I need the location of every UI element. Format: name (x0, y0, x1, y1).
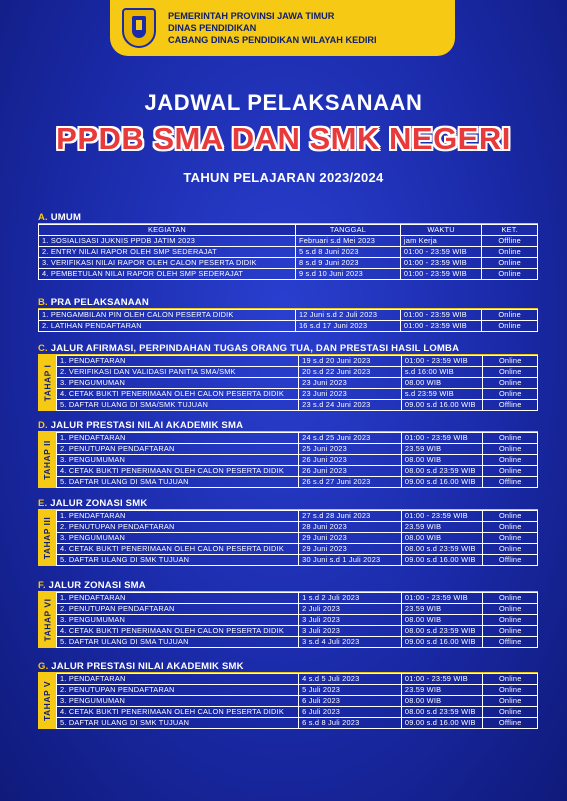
section-name: JALUR PRESTASI NILAI AKADEMIK SMA (50, 420, 244, 431)
table-row (57, 433, 538, 444)
section-a (38, 212, 538, 280)
schedule-table (38, 224, 538, 280)
activity-cell: 4. CETAK BUKTI PENERIMAAN OLEH CALON PESERTA DIDIK (57, 466, 299, 477)
jawa-timur-emblem-icon (122, 8, 156, 48)
activity-cell: 1. SOSIALISASI JUKNIS PPDB JATIM 2023 (39, 236, 296, 247)
table-row (57, 466, 538, 477)
table-row (39, 310, 538, 321)
mode-cell: Online (483, 378, 538, 389)
agency-banner (110, 0, 455, 56)
table-row (57, 378, 538, 389)
stage-block (38, 673, 538, 729)
time-cell: 01:00 - 23:59 WIB (400, 269, 481, 280)
date-cell: 6 Juli 2023 (299, 696, 402, 707)
time-cell: 23.59 WIB (401, 604, 483, 615)
table-row (57, 367, 538, 378)
activity-cell: 3. PENGUMUMAN (57, 533, 299, 544)
mode-cell: Online (482, 310, 538, 321)
section-name: PRA PELAKSANAAN (50, 297, 149, 308)
table-row (57, 718, 538, 729)
date-cell: 28 Juni 2023 (299, 522, 402, 533)
time-cell: jam Kerja (400, 236, 481, 247)
title-line-1: JADWAL PELAKSANAAN (144, 90, 423, 115)
activity-cell: 2. PENUTUPAN PENDAFTARAN (57, 685, 299, 696)
schedule-table (56, 355, 538, 411)
table-row (57, 477, 538, 488)
activity-cell: 1. PENDAFTARAN (57, 593, 299, 604)
stage-tag (38, 673, 56, 729)
section-f (38, 580, 538, 648)
section-title (38, 420, 538, 432)
activity-cell: 2. LATIHAN PENDAFTARAN (39, 321, 296, 332)
date-cell: 5 Juli 2023 (299, 685, 402, 696)
stage-label: TAHAP V (42, 680, 52, 722)
table-row (57, 637, 538, 648)
section-letter: B. (38, 297, 48, 308)
table-row (39, 258, 538, 269)
stage-label: TAHAP VI (42, 598, 53, 642)
date-cell: 23 Juni 2023 (299, 378, 402, 389)
table-row (57, 696, 538, 707)
table-row (57, 544, 538, 555)
activity-cell: 2. PENUTUPAN PENDAFTARAN (57, 444, 299, 455)
date-cell: 5 s.d 8 Juni 2023 (295, 247, 400, 258)
section-c (38, 343, 538, 411)
mode-cell: Online (483, 356, 538, 367)
mode-cell: Offline (483, 555, 538, 566)
section-title (38, 343, 538, 355)
date-cell: 27 s.d 28 Juni 2023 (299, 511, 402, 522)
section-letter: F. (38, 580, 46, 591)
table-row (57, 685, 538, 696)
table-row (57, 511, 538, 522)
time-cell: 09.00 s.d 16.00 WIB (401, 477, 483, 488)
section-title (38, 212, 538, 224)
title-line-3: TAHUN PELAJARAN 2023/2024 (183, 170, 384, 185)
mode-cell: Online (483, 522, 538, 533)
time-cell: 23.59 WIB (401, 685, 483, 696)
time-cell: 08.00 WIB (401, 378, 483, 389)
activity-cell: 3. VERIFIKASI NILAI RAPOR OLEH CALON PESERTA DIDIK (39, 258, 296, 269)
mode-cell: Online (483, 626, 538, 637)
activity-cell: 2. PENUTUPAN PENDAFTARAN (57, 522, 299, 533)
column-header: KEGIATAN (39, 225, 296, 236)
table-row (39, 247, 538, 258)
activity-cell: 5. DAFTAR ULANG DI SMK TUJUAN (57, 555, 299, 566)
time-cell: 01:00 - 23:59 WIB (400, 310, 481, 321)
time-cell: 08.00 s.d 23:59 WIB (401, 626, 483, 637)
stage-block (38, 432, 538, 488)
date-cell: 26 s.d 27 Juni 2023 (299, 477, 402, 488)
time-cell: 01:00 - 23:59 WIB (401, 356, 483, 367)
mode-cell: Online (483, 674, 538, 685)
table-row (57, 522, 538, 533)
mode-cell: Offline (483, 477, 538, 488)
activity-cell: 5. DAFTAR ULANG DI SMK TUJUAN (57, 718, 299, 729)
agency-line-2: DINAS PENDIDIKAN (168, 23, 257, 33)
time-cell: s.d 23:59 WIB (401, 389, 483, 400)
activity-cell: 2. VERIFIKASI DAN VALIDASI PANITIA SMA/SMK (57, 367, 299, 378)
time-cell: 08.00 s.d 23:59 WIB (401, 466, 483, 477)
section-letter: G. (38, 661, 49, 672)
section-title (38, 661, 538, 673)
activity-cell: 5. DAFTAR ULANG DI SMA/SMK TUJUAN (57, 400, 299, 411)
activity-cell: 1. PENGAMBILAN PIN OLEH CALON PESERTA DIDIK (39, 310, 296, 321)
stage-tag (38, 355, 56, 411)
section-name: JALUR PRESTASI NILAI AKADEMIK SMK (51, 661, 244, 672)
time-cell: 08.00 WIB (401, 533, 483, 544)
date-cell: 3 s.d 4 Juli 2023 (299, 637, 402, 648)
agency-line-1: PEMERINTAH PROVINSI JAWA TIMUR (168, 11, 335, 21)
mode-cell: Offline (483, 718, 538, 729)
activity-cell: 3. PENGUMUMAN (57, 455, 299, 466)
table-row (57, 356, 538, 367)
date-cell: Februari s.d Mei 2023 (295, 236, 400, 247)
time-cell: 01:00 - 23:59 WIB (401, 511, 483, 522)
mode-cell: Online (482, 258, 538, 269)
time-cell: 09.00 s.d 16.00 WIB (401, 400, 483, 411)
date-cell: 4 s.d 5 Juli 2023 (299, 674, 402, 685)
schedule-table (56, 592, 538, 648)
date-cell: 3 Juli 2023 (299, 626, 402, 637)
section-title (38, 580, 538, 592)
mode-cell: Online (483, 444, 538, 455)
date-cell: 29 Juni 2023 (299, 544, 402, 555)
activity-cell: 4. CETAK BUKTI PENERIMAAN OLEH CALON PESERTA DIDIK (57, 544, 299, 555)
column-header: WAKTU (400, 225, 481, 236)
activity-cell: 1. PENDAFTARAN (57, 674, 299, 685)
stage-label: TAHAP III (42, 516, 53, 560)
schedule-table (56, 510, 538, 566)
date-cell: 3 Juli 2023 (299, 615, 402, 626)
mode-cell: Online (483, 593, 538, 604)
section-b (38, 297, 538, 332)
time-cell: 23.59 WIB (401, 444, 483, 455)
time-cell: 08.00 WIB (401, 696, 483, 707)
date-cell: 1 s.d 2 Juli 2023 (299, 593, 402, 604)
activity-cell: 2. ENTRY NILAI RAPOR OLEH SMP SEDERAJAT (39, 247, 296, 258)
stage-block (38, 355, 538, 411)
section-name: JALUR ZONASI SMA (48, 580, 146, 591)
stage-block (38, 592, 538, 648)
section-letter: E. (38, 498, 48, 509)
activity-cell: 3. PENGUMUMAN (57, 696, 299, 707)
title-line-2: PPDB SMA DAN SMK NEGERI (56, 121, 511, 156)
table-row (57, 389, 538, 400)
activity-cell: 3. PENGUMUMAN (57, 378, 299, 389)
section-title (38, 297, 538, 309)
mode-cell: Online (482, 321, 538, 332)
activity-cell: 1. PENDAFTARAN (57, 356, 299, 367)
schedule-table (56, 432, 538, 488)
date-cell: 23 s.d 24 Juni 2023 (299, 400, 402, 411)
section-d (38, 420, 538, 488)
mode-cell: Offline (483, 400, 538, 411)
agency-line-3: CABANG DINAS PENDIDIKAN WILAYAH KEDIRI (168, 35, 377, 45)
time-cell: 08.00 WIB (401, 455, 483, 466)
time-cell: 23.59 WIB (401, 522, 483, 533)
table-row (57, 455, 538, 466)
table-row (57, 593, 538, 604)
date-cell: 12 Juni s.d 2 Juli 2023 (295, 310, 400, 321)
time-cell: 01:00 - 23:59 WIB (400, 258, 481, 269)
table-row (39, 269, 538, 280)
mode-cell: Online (483, 707, 538, 718)
date-cell: 6 s.d 8 Juli 2023 (299, 718, 402, 729)
stage-label: TAHAP I (42, 364, 52, 402)
date-cell: 30 Juni s.d 1 Juli 2023 (299, 555, 402, 566)
activity-cell: 4. PEMBETULAN NILAI RAPOR OLEH SMP SEDERAJAT (39, 269, 296, 280)
column-header: KET. (482, 225, 538, 236)
section-name: JALUR AFIRMASI, PERPINDAHAN TUGAS ORANG TUA, DAN PRESTASI HASIL LOMBA (50, 343, 460, 354)
time-cell: 01:00 - 23:59 WIB (401, 433, 483, 444)
mode-cell: Online (483, 466, 538, 477)
table-row (39, 236, 538, 247)
time-cell: 08.00 s.d 23:59 WIB (401, 707, 483, 718)
time-cell: 09.00 s.d 16.00 WIB (401, 718, 483, 729)
activity-cell: 4. CETAK BUKTI PENERIMAAN OLEH CALON PESERTA DIDIK (57, 626, 299, 637)
table-row (57, 674, 538, 685)
date-cell: 9 s.d 10 Juni 2023 (295, 269, 400, 280)
mode-cell: Online (483, 455, 538, 466)
mode-cell: Online (483, 367, 538, 378)
table-row (39, 321, 538, 332)
date-cell: 29 Juni 2023 (299, 533, 402, 544)
section-g (38, 661, 538, 729)
date-cell: 24 s.d 25 Juni 2023 (299, 433, 402, 444)
mode-cell: Online (483, 511, 538, 522)
table-row (57, 707, 538, 718)
table-header-row (39, 225, 538, 236)
activity-cell: 2. PENUTUPAN PENDAFTARAN (57, 604, 299, 615)
activity-cell: 5. DAFTAR ULANG DI SMA TUJUAN (57, 477, 299, 488)
stage-block (38, 510, 538, 566)
date-cell: 26 Juni 2023 (299, 466, 402, 477)
section-letter: A. (38, 212, 48, 223)
mode-cell: Online (482, 247, 538, 258)
date-cell: 6 Juli 2023 (299, 707, 402, 718)
stage-label: TAHAP II (42, 440, 53, 480)
table-row (57, 615, 538, 626)
mode-cell: Online (483, 604, 538, 615)
date-cell: 26 Juni 2023 (299, 455, 402, 466)
activity-cell: 1. PENDAFTARAN (57, 433, 299, 444)
table-row (57, 533, 538, 544)
time-cell: 08.00 WIB (401, 615, 483, 626)
mode-cell: Online (483, 389, 538, 400)
schedule-table (56, 673, 538, 729)
date-cell: 19 s.d 20 Juni 2023 (299, 356, 402, 367)
section-name: UMUM (50, 212, 82, 223)
time-cell: 09.00 s.d 16.00 WIB (401, 555, 483, 566)
activity-cell: 4. CETAK BUKTI PENERIMAAN OLEH CALON PESERTA DIDIK (57, 389, 299, 400)
agency-block (168, 10, 377, 46)
stage-tag (38, 592, 56, 648)
date-cell: 25 Juni 2023 (299, 444, 402, 455)
section-title (38, 498, 538, 510)
time-cell: 09.00 s.d 16.00 WIB (401, 637, 483, 648)
mode-cell: Online (483, 433, 538, 444)
date-cell: 2 Juli 2023 (299, 604, 402, 615)
section-e (38, 498, 538, 566)
table-row (57, 400, 538, 411)
section-letter: C. (38, 343, 48, 354)
mode-cell: Online (483, 685, 538, 696)
stage-tag (38, 510, 56, 566)
date-cell: 20 s.d 22 Juni 2023 (299, 367, 402, 378)
time-cell: 01:00 - 23:59 WIB (401, 674, 483, 685)
activity-cell: 3. PENGUMUMAN (57, 615, 299, 626)
time-cell: 01:00 - 23:59 WIB (400, 321, 481, 332)
table-row (57, 555, 538, 566)
mode-cell: Offline (483, 637, 538, 648)
mode-cell: Online (482, 269, 538, 280)
activity-cell: 5. DAFTAR ULANG DI SMA TUJUAN (57, 637, 299, 648)
date-cell: 8 s.d 9 Juni 2023 (295, 258, 400, 269)
stage-tag (38, 432, 56, 488)
activity-cell: 1. PENDAFTARAN (57, 511, 299, 522)
mode-cell: Online (483, 615, 538, 626)
section-letter: D. (38, 420, 48, 431)
column-header: TANGGAL (295, 225, 400, 236)
date-cell: 23 Juni 2023 (299, 389, 402, 400)
mode-cell: Online (483, 544, 538, 555)
table-row (57, 626, 538, 637)
table-row (57, 604, 538, 615)
time-cell: s.d 16:00 WIB (401, 367, 483, 378)
mode-cell: Online (483, 533, 538, 544)
activity-cell: 4. CETAK BUKTI PENERIMAAN OLEH CALON PESERTA DIDIK (57, 707, 299, 718)
table-row (57, 444, 538, 455)
time-cell: 01:00 - 23:59 WIB (401, 593, 483, 604)
schedule-table (38, 309, 538, 332)
date-cell: 16 s.d 17 Juni 2023 (295, 321, 400, 332)
section-name: JALUR ZONASI SMK (50, 498, 148, 509)
time-cell: 01:00 - 23:59 WIB (400, 247, 481, 258)
time-cell: 08.00 s.d 23:59 WIB (401, 544, 483, 555)
mode-cell: Online (483, 696, 538, 707)
mode-cell: Offline (482, 236, 538, 247)
